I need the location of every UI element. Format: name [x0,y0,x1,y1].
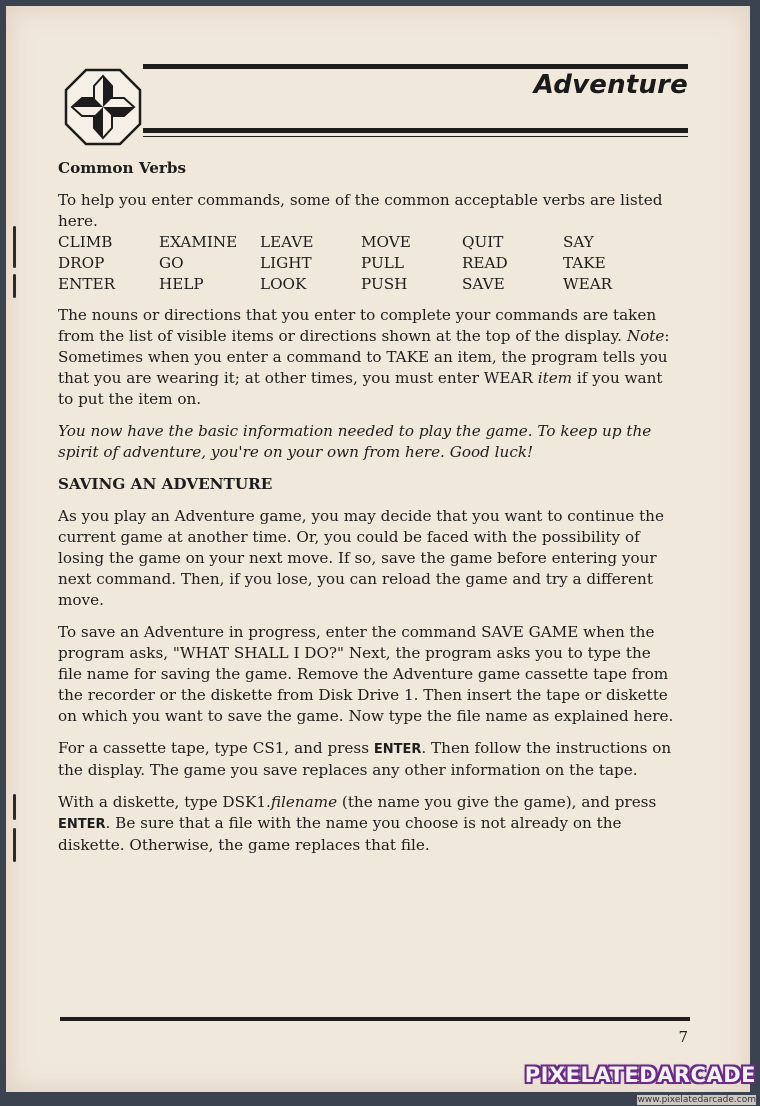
filename-word: filename [270,793,338,811]
item-word: item [537,369,573,387]
common-verbs-heading: Common Verbs [58,159,187,177]
verb-cell: DROP [58,254,105,272]
header-rule-bottom [143,128,688,133]
page-content [58,158,678,867]
verb-cell: LOOK [260,275,307,293]
enter-key-label: ENTER [58,817,106,832]
nouns-paragraph [58,305,678,410]
verb-cell: READ [462,254,508,272]
saving-text: For a cassette tape, type CS1, and press [58,739,374,757]
nouns-text: if you want to put the item on. [58,369,663,408]
verb-cell: TAKE [563,254,606,272]
saving-paragraph-1: As you play an Adventure game, you may decide that you want to continue the current game at another time. Or, you could be faced with the possibility of losing the game on your next move. If so, save the game before entering your next command. Then, if you lose, you can reload the game and try a different move. [58,507,664,609]
header-rule-top [143,64,688,69]
saving-text: (the name you give the game), and press [337,793,657,811]
verb-cell: GO [159,254,184,272]
saving-text: . Be sure that a file with the name you choose is not already on the diskette. Otherwise, the game replaces that file. [58,814,622,854]
saving-paragraph-3 [58,738,678,781]
verb-cell: MOVE [361,233,411,251]
saving-paragraph-2: To save an Adventure in progress, enter the command SAVE GAME when the program asks, "WHAT SHALL I DO?" Next, the program asks you to type the file name for saving the game. Remove the Adventure game cassette tape from the recorder or the diskette from Disk Drive 1. Then insert the tape or diskette on which you want to save the game. Now type the file name as explained here. [58,623,674,725]
binding-mark [13,226,16,268]
nouns-text: : Sometimes when you enter a command to TAKE an item, the program tells you that you are wearing it; at other times, you must enter WEAR [58,327,670,387]
verb-cell: SAVE [462,275,505,293]
verb-cell: LIGHT [260,254,312,272]
closing-paragraph: You now have the basic information needed to play the game. To keep up the spirit of adventure, you're on your own from here. Good luck! [58,422,652,461]
header-rule-thin [143,136,688,137]
saving-text: . Then follow the instructions on the display. The game you save replaces any other information on the tape. [58,739,672,779]
verb-table [58,232,678,295]
saving-heading: SAVING AN ADVENTURE [58,475,273,493]
binding-mark [13,828,16,862]
adventure-logo-icon [64,68,142,146]
verb-cell: WEAR [563,275,613,293]
note-label: Note [626,327,665,345]
verb-cell: CLIMB [58,233,113,251]
verb-cell: QUIT [462,233,504,251]
verb-cell: EXAMINE [159,233,238,251]
enter-key-label: ENTER [373,742,422,757]
footer-rule [60,1017,690,1021]
verb-cell: PULL [361,254,404,272]
verb-cell: ENTER [58,275,116,293]
watermark-brand: PIXELATEDARCADE [524,1063,756,1087]
nouns-text: The nouns or directions that you enter to complete your commands are taken from the list of visible items or directions shown at the top of the display. [58,306,657,345]
page-number: 7 [678,1028,688,1046]
watermark-url: www.pixelatedarcade.com [637,1095,756,1105]
verb-cell: LEAVE [260,233,314,251]
verb-cell: HELP [159,275,204,293]
saving-text: With a diskette, type DSK1. [58,793,271,811]
binding-mark [13,274,16,298]
common-verbs-intro: To help you enter commands, some of the common acceptable verbs are listed here. [58,191,663,230]
saving-paragraph-4 [58,792,678,856]
verb-cell: PUSH [361,275,408,293]
binding-mark [13,794,16,820]
verb-cell: SAY [563,233,594,251]
page-title: Adventure [533,70,688,100]
